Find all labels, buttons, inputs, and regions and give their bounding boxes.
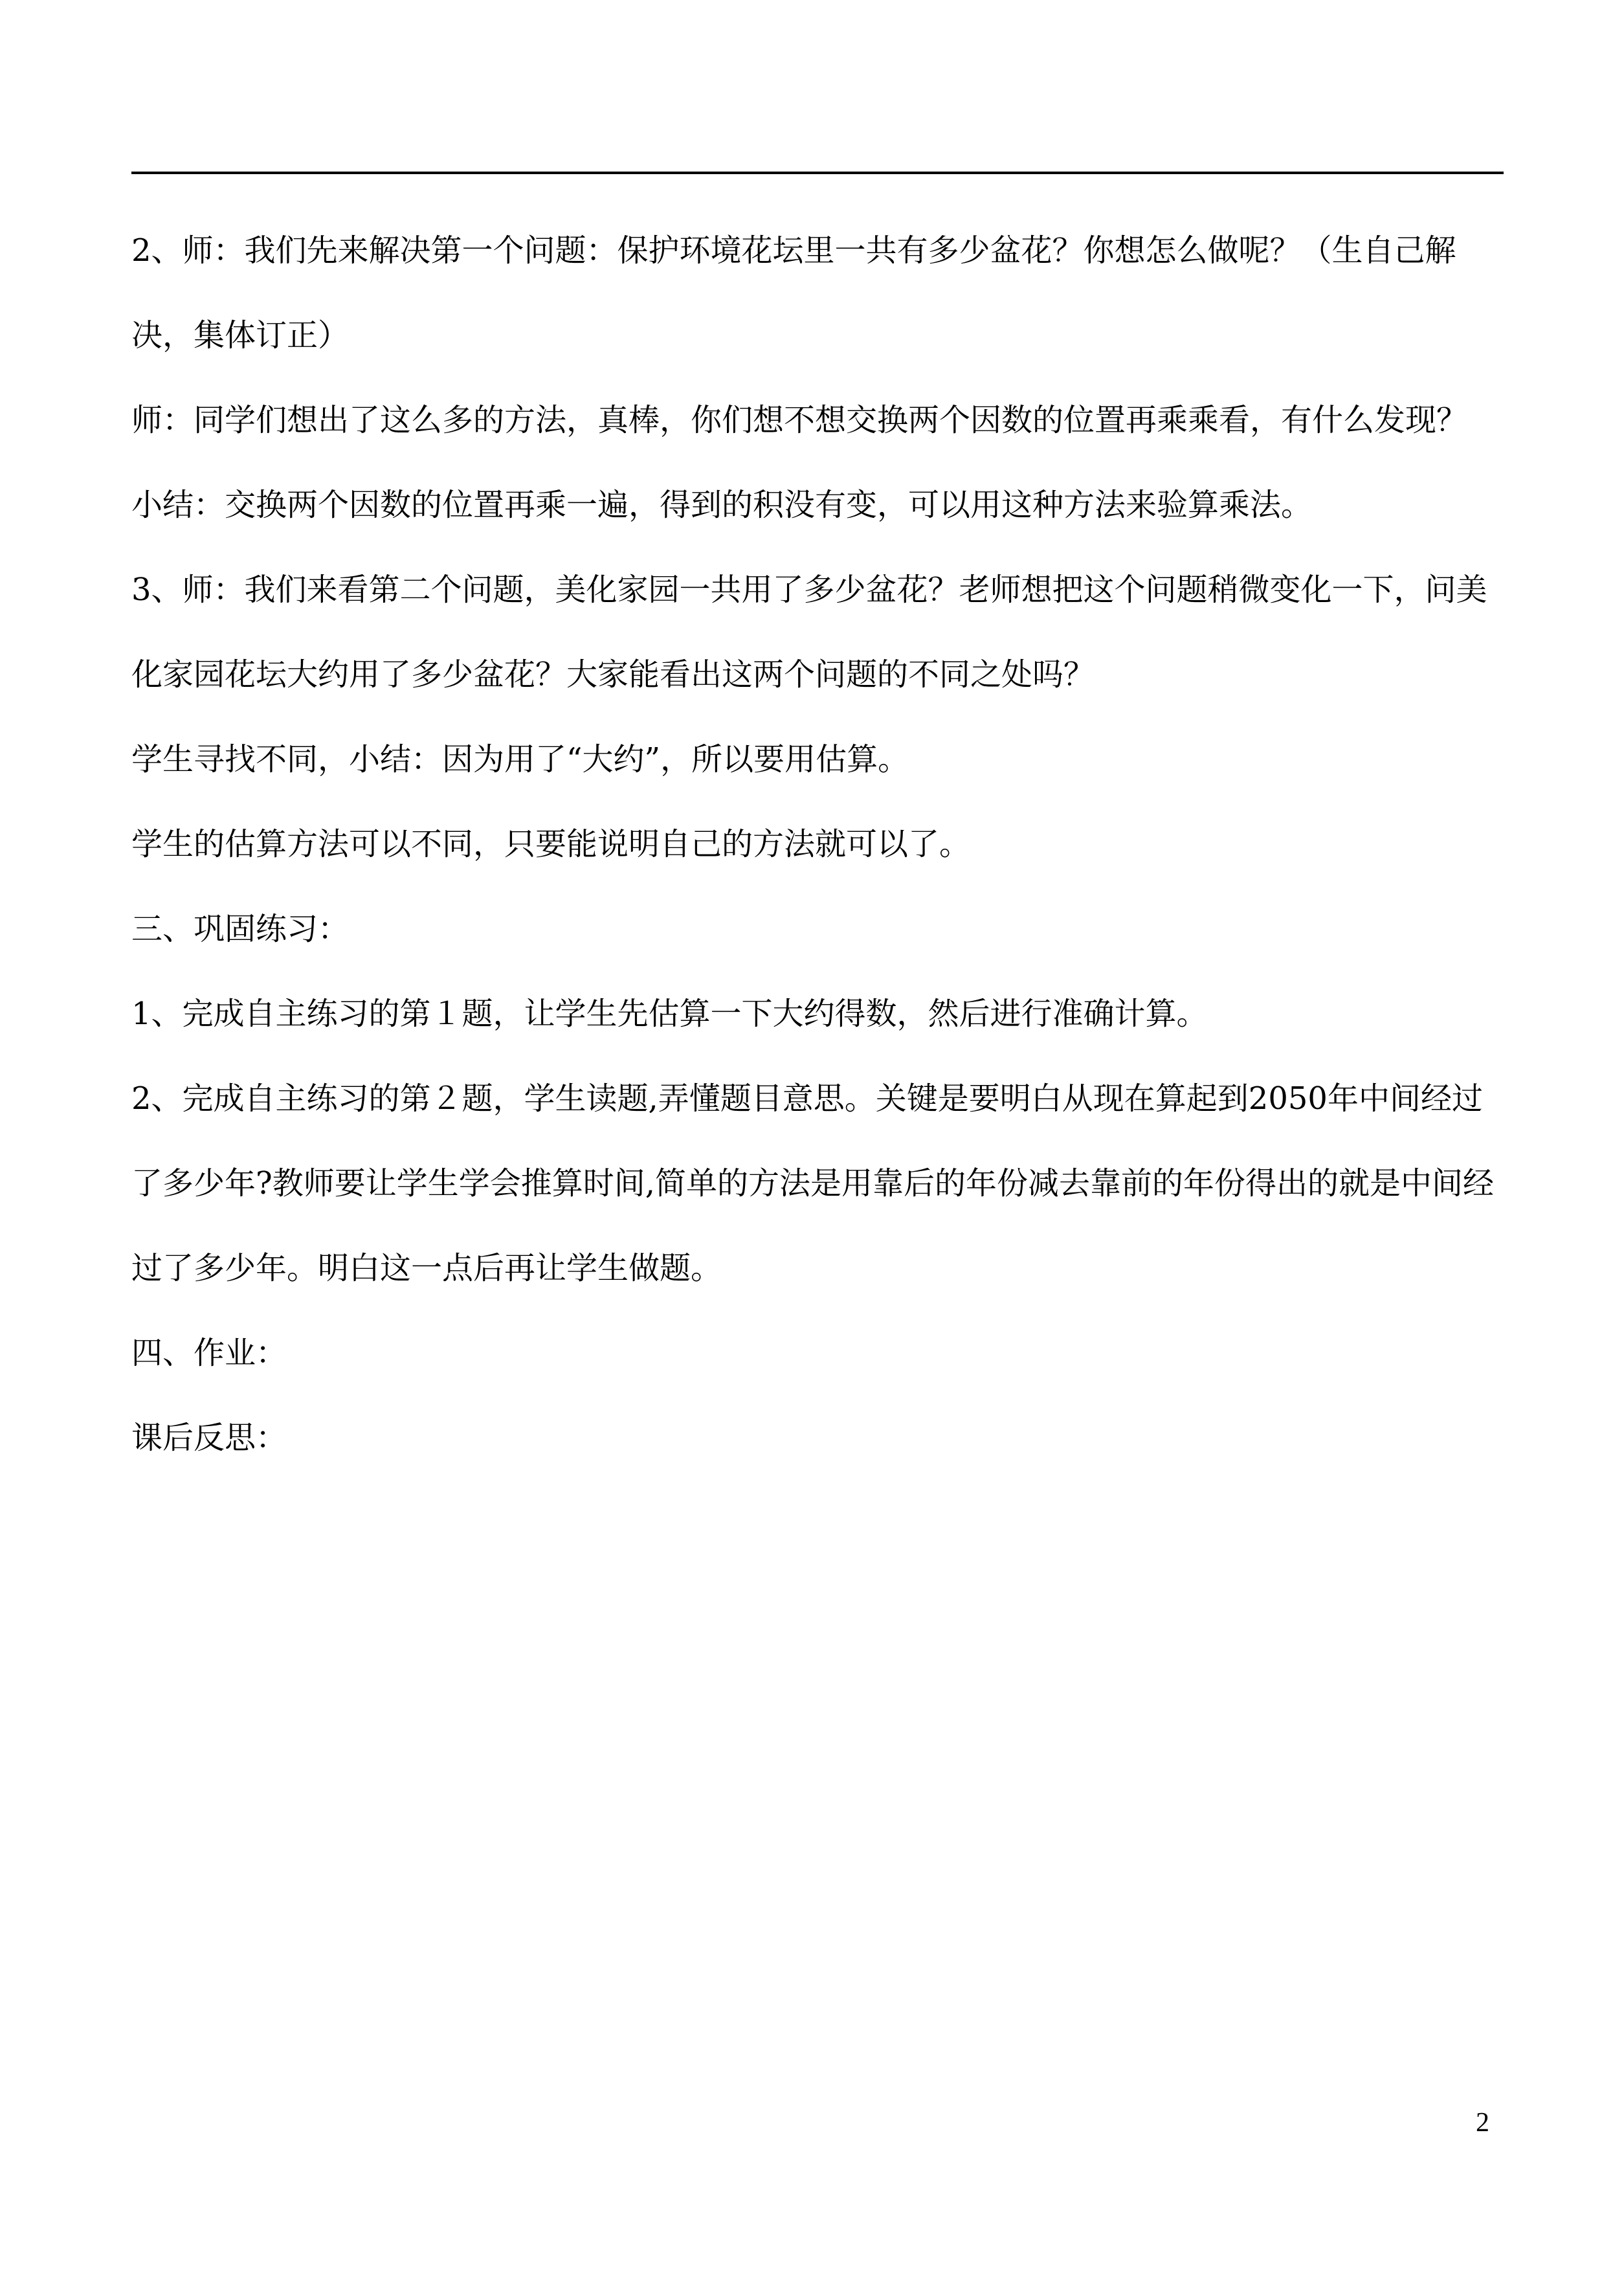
document-body [131,208,1507,1481]
paragraph-exercise-one: 1、完成自主练习的第１题，让学生先估算一下大约得数，然后进行准确计算。 [131,996,1208,1032]
page-number: 2 [1476,2108,1489,2138]
paragraph-swap-factors: 师：同学们想出了这么多的方法，真棒，你们想不想交换两个因数的位置再乘乘看，有什么发现？ [131,402,1468,438]
section-heading-reflection: 课后反思： [131,1420,287,1456]
paragraph-estimate-summary: 学生寻找不同，小结：因为用了“大约”，所以要用估算。 [131,741,909,777]
paragraph-question-two: 3、师：我们来看第二个问题，美化家园一共用了多少盆花？老师想把这个问题稍微变化一下，问美化家园花坛大约用了多少盆花？大家能看出这两个问题的不同之处吗？ [131,572,1487,693]
paragraph-summary-verify: 小结：交换两个因数的位置再乘一遍，得到的积没有变，可以用这种方法来验算乘法。 [131,487,1313,523]
section-heading-practice: 三、巩固练习： [131,911,350,947]
section-heading-homework: 四、作业： [131,1335,287,1371]
paragraph-estimate-methods: 学生的估算方法可以不同，只要能说明自己的方法就可以了。 [131,826,971,862]
paragraph-exercise-two: 2、完成自主练习的第２题，学生读题,弄懂题目意思。关键是要明白从现在算起到2050年中间经过了多少年?教师要让学生学会推算时间,简单的方法是用靠后的年份减去靠前的年份得出的就是中间经过了多少年。明白这一点后再让学生做题。 [131,1080,1494,1286]
paragraph-question-one: 2、师：我们先来解决第一个问题：保护环境花坛里一共有多少盆花？你想怎么做呢？（生自己解决，集体订正） [131,232,1456,353]
header-rule [131,172,1504,174]
